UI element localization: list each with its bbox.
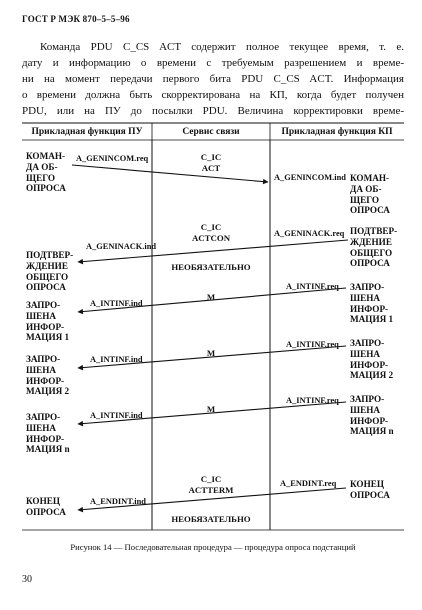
label-line: ДА ОБ- xyxy=(350,183,382,194)
intro-line: Команда PDU C_CS ACT содержит полное текущее время, т. е. xyxy=(40,41,404,53)
label-line: ШЕНА xyxy=(26,422,56,433)
right-label-info-2 xyxy=(350,338,393,381)
standard-header: ГОСТ Р МЭК 870–5–5–96 xyxy=(22,14,130,24)
label-line: ЗАПРО- xyxy=(26,412,61,422)
primitive-genincom-ind: A_GENINCOM.ind xyxy=(274,173,346,182)
label-line: КОМАН- xyxy=(350,173,390,183)
label-line: ЩЕГО xyxy=(350,194,379,205)
label-line: ЗАПРО- xyxy=(26,300,61,310)
label-line: ШЕНА xyxy=(350,348,380,359)
label-line: ЗАПРО- xyxy=(350,338,385,348)
label-line: ПОДТВЕР- xyxy=(350,226,398,236)
right-label-general-command xyxy=(350,173,390,216)
left-label-info-1 xyxy=(26,300,69,343)
service-optional-1: НЕОБЯЗАТЕЛЬНО xyxy=(171,262,251,272)
label-line: ИНФОР- xyxy=(26,375,65,386)
service-m-1: M xyxy=(206,292,216,302)
left-label-general-command xyxy=(26,151,66,194)
primitive-intinf-req-n: A_INTINF.req xyxy=(286,396,339,405)
label-line: ЩЕГО xyxy=(26,172,55,183)
label-line: ИНФОР- xyxy=(350,303,389,314)
label-line: ИНФОР- xyxy=(350,415,389,426)
left-label-end xyxy=(26,496,66,518)
right-label-general-confirm xyxy=(350,226,397,269)
label-line: ОПРОСА xyxy=(26,282,66,293)
label-line: КОНЕЦ xyxy=(26,496,60,506)
label-line: ОБЩЕГО xyxy=(26,271,69,282)
label-line: КОНЕЦ xyxy=(350,479,384,489)
left-label-info-2 xyxy=(26,354,69,397)
right-label-info-n xyxy=(350,394,394,437)
intro-line: о времени должна быть скорректирована на КП, когда будет получен xyxy=(22,89,404,101)
label-line: ОПРОСА xyxy=(26,506,66,517)
label-line: ЖДЕНИЕ xyxy=(26,260,68,271)
label-line: ОПРОСА xyxy=(350,489,390,500)
primitive-geninack-req: A_GENINACK.req xyxy=(274,229,345,238)
label-line: ЖДЕНИЕ xyxy=(350,236,392,247)
intro-line: PDU, или на ПУ до посылки PDU. Величина корректировки време- xyxy=(22,105,404,117)
label-line: ШЕНА xyxy=(26,364,56,375)
service-actcon: ACTCON xyxy=(191,233,231,243)
primitive-geninack-ind: A_GENINACK.ind xyxy=(86,242,157,251)
label-line: МАЦИЯ 1 xyxy=(26,332,70,343)
label-line: ОПРОСА xyxy=(26,183,66,194)
label-line: ИНФОР- xyxy=(26,433,65,444)
intro-line: ни на момент передачи первого бита PDU C_CS ACT. Информация xyxy=(22,73,404,85)
label-line: МАЦИЯ 2 xyxy=(350,370,394,381)
service-m-2: M xyxy=(206,348,216,358)
primitive-intinf-ind-2: A_INTINF.ind xyxy=(90,355,143,364)
label-line: ШЕНА xyxy=(350,404,380,415)
label-line: ИНФОР- xyxy=(350,359,389,370)
service-act: ACT xyxy=(201,163,221,173)
primitive-intinf-ind-n: A_INTINF.ind xyxy=(90,411,143,420)
service-actterm: ACTTERM xyxy=(188,485,234,495)
intro-line: дату и информацию о времени с требуемым разрешением и време- xyxy=(22,57,404,69)
label-line: КОМАН- xyxy=(26,151,66,161)
primitive-intinf-req-1: A_INTINF.req xyxy=(286,282,339,291)
left-label-general-confirm xyxy=(26,250,73,293)
label-line: ЗАПРО- xyxy=(350,394,385,404)
service-m-n: M xyxy=(206,404,216,414)
label-line: МАЦИЯ 1 xyxy=(350,314,394,325)
primitive-intinf-ind-1: A_INTINF.ind xyxy=(90,299,143,308)
primitive-genincom-req: A_GENINCOM.req xyxy=(76,154,149,163)
label-line: МАЦИЯ n xyxy=(26,444,70,455)
left-label-info-n xyxy=(26,412,70,455)
service-c-ic-3: C_IC xyxy=(200,474,222,484)
page-number: 30 xyxy=(22,574,32,585)
column-header-control-station: Прикладная функция ПУ xyxy=(31,127,143,137)
service-c-ic-2: C_IC xyxy=(200,222,222,232)
label-line: МАЦИЯ 2 xyxy=(26,386,70,397)
label-line: ОБЩЕГО xyxy=(350,247,393,258)
label-line: ШЕНА xyxy=(350,292,380,303)
service-c-ic-1: C_IC xyxy=(200,152,222,162)
label-line: ЗАПРО- xyxy=(26,354,61,364)
primitive-intinf-req-2: A_INTINF.req xyxy=(286,340,339,349)
label-line: ЗАПРО- xyxy=(350,282,385,292)
label-line: ОПРОСА xyxy=(350,205,390,216)
right-label-end xyxy=(350,479,390,501)
primitive-endint-ind: A_ENDINT.ind xyxy=(90,497,146,506)
column-header-substation: Прикладная функция КП xyxy=(281,127,393,137)
right-label-info-1 xyxy=(350,282,393,325)
label-line: ИНФОР- xyxy=(26,321,65,332)
column-header-link-service: Сервис связи xyxy=(182,127,240,137)
label-line: ШЕНА xyxy=(26,310,56,321)
label-line: ДА ОБ- xyxy=(26,161,58,172)
label-line: ОПРОСА xyxy=(350,258,390,269)
figure-caption: Рисунок 14 — Последовательная процедура — процедура опроса подстанций xyxy=(70,542,356,552)
label-line: ПОДТВЕР- xyxy=(26,250,74,260)
label-line: МАЦИЯ n xyxy=(350,426,394,437)
primitive-endint-req: A_ENDINT.req xyxy=(280,479,337,488)
service-optional-2: НЕОБЯЗАТЕЛЬНО xyxy=(171,514,251,524)
